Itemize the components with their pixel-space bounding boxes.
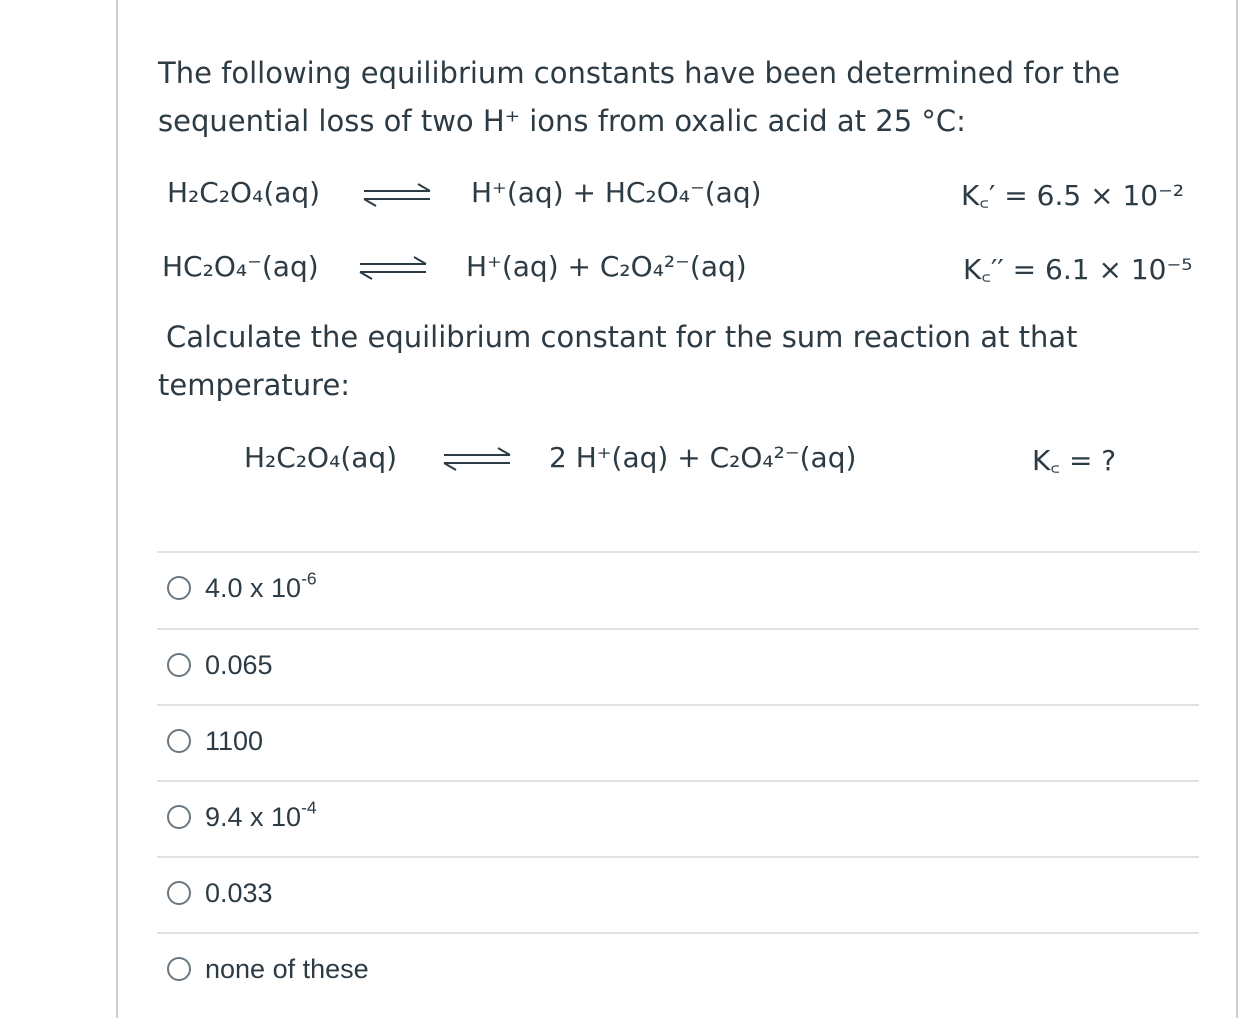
answer-option-label: 0.033 — [205, 877, 273, 908]
reaction1-products: H⁺(aq) + HC₂O₄⁻(aq) — [471, 176, 762, 209]
question-frame — [116, 0, 1238, 1018]
divider — [157, 932, 1199, 934]
reaction1-k-value: K꜀′ = 6.5 × 10⁻² — [961, 179, 1185, 212]
answer-option-label: 1100 — [205, 725, 264, 756]
reaction1-reactant: H₂C₂O₄(aq) — [167, 176, 321, 209]
divider — [157, 780, 1199, 782]
equilibrium-arrow-icon — [442, 446, 514, 472]
sum-reaction-reactant: H₂C₂O₄(aq) — [244, 441, 398, 474]
radio-button[interactable] — [167, 957, 191, 981]
reaction2-products: H⁺(aq) + C₂O₄²⁻(aq) — [466, 250, 747, 283]
question-prompt-line1: Calculate the equilibrium constant for the sum reaction at that — [166, 320, 1078, 354]
sum-reaction-k-value: K꜀ = ? — [1032, 444, 1117, 477]
answer-option-label: 9.4 x $10^{-4}$ — [205, 797, 317, 832]
divider — [157, 704, 1199, 706]
radio-button[interactable] — [167, 653, 191, 677]
divider — [157, 551, 1199, 553]
answer-option-label: none of these — [205, 953, 369, 984]
radio-button[interactable] — [167, 805, 191, 829]
answer-option[interactable] — [167, 568, 317, 608]
radio-button[interactable] — [167, 576, 191, 600]
answer-option-label: 4.0 x $10^{-6}$ — [205, 568, 317, 603]
answer-option[interactable] — [167, 797, 317, 837]
equilibrium-arrow-icon — [362, 182, 434, 208]
answer-option[interactable] — [167, 949, 369, 989]
sum-reaction-products: 2 H⁺(aq) + C₂O₄²⁻(aq) — [549, 441, 857, 474]
answer-option[interactable] — [167, 645, 273, 685]
divider — [157, 628, 1199, 630]
equilibrium-arrow-icon — [358, 255, 430, 281]
answer-option-label: 0.065 — [205, 649, 273, 680]
question-prompt-line2: temperature: — [158, 368, 351, 402]
question-intro-line2: sequential loss of two H⁺ ions from oxalic acid at 25 °C: — [158, 104, 966, 138]
reaction2-reactant: HC₂O₄⁻(aq) — [162, 250, 319, 283]
answer-option[interactable] — [167, 721, 263, 761]
radio-button[interactable] — [167, 881, 191, 905]
radio-button[interactable] — [167, 729, 191, 753]
divider — [157, 856, 1199, 858]
reaction2-k-value: K꜀′′ = 6.1 × 10⁻⁵ — [963, 253, 1193, 286]
answer-option[interactable] — [167, 873, 273, 913]
question-intro-line1: The following equilibrium constants have been determined for the — [158, 56, 1120, 90]
